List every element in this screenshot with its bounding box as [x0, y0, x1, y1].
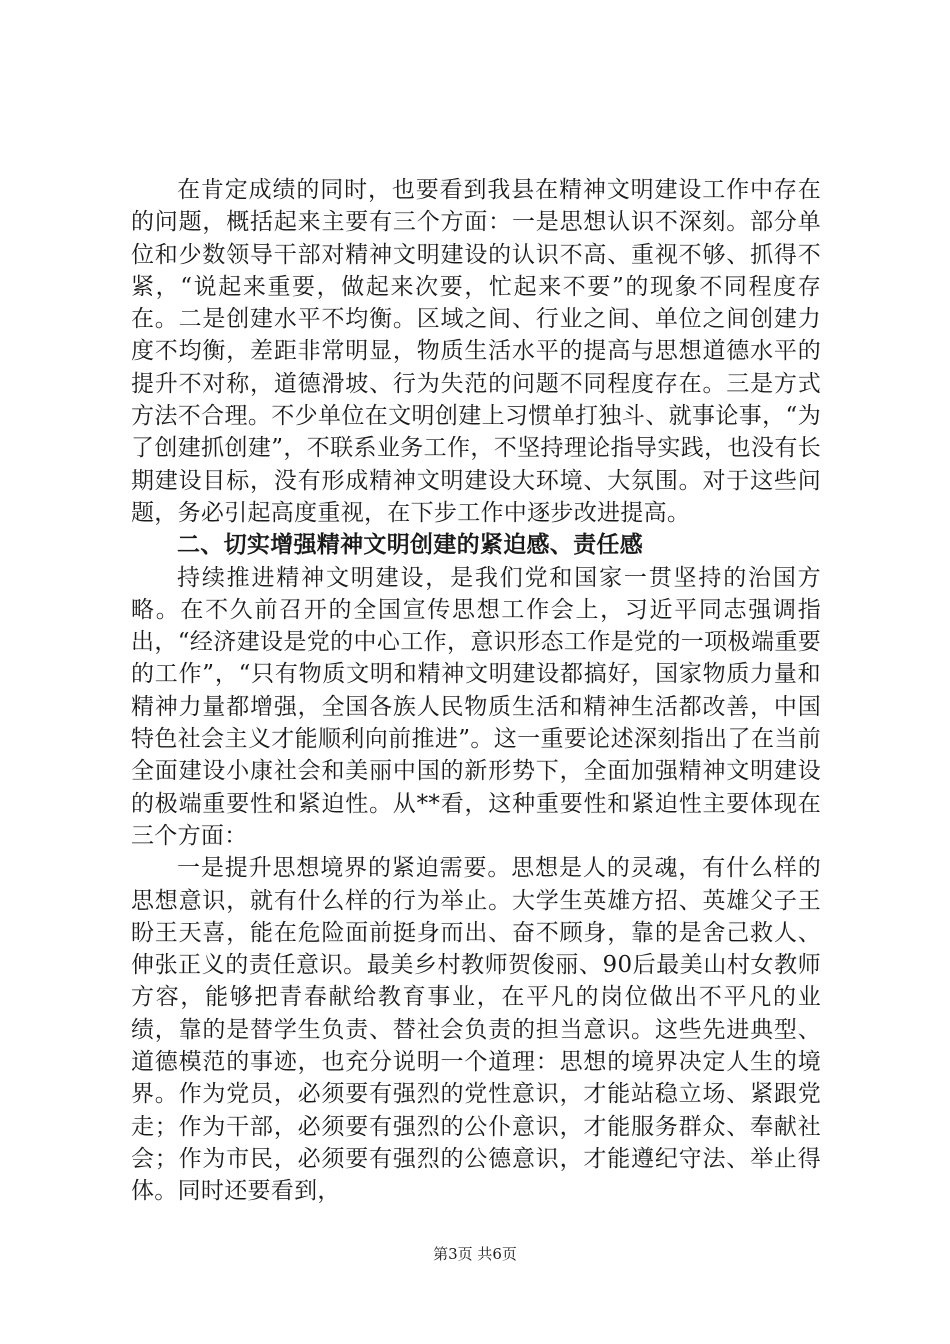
paragraph-problems: 在肯定成绩的同时，也要看到我县在精神文明建设工作中存在的问题，概括起来主要有三个方面：一是思想认识不深刻。部分单位和少数领导干部对精神文明建设的认识不高、重视不够、抓得不紧，“说起来重要，做起来次要，忙起来不要”的现象不同程度存在。二是创建水平不均衡。区域之间、行业之间、单位之间创建力度不均衡，差距非常明显，物质生活水平的提高与思想道德水平的提升不对称，道德滑坡、行为失范的问题不同程度存在。三是方式方法不合理。不少单位在文明创建上习惯单打独斗、就事论事，“为了创建抓创建”，不联系业务工作，不坚持理论指导实践，也没有长期建设目标，没有形成精神文明建设大环境、大氛围。对于这些问题，务必引起高度重视，在下步工作中逐步改进提高。: [131, 177, 821, 526]
paragraph-ideology: 一是提升思想境界的紧迫需要。思想是人的灵魂，有什么样的思想意识，就有什么样的行为举止。大学生英雄方招、英雄父子王盼王天喜，能在危险面前挺身而出、奋不顾身，靠的是舍己救人、伸张正义的责任意识。最美乡村教师贺俊丽、90后最美山村女教师方容，能够把青春献给教育事业，在平凡的岗位做出不平凡的业绩，靠的是替学生负责、替社会负责的担当意识。这些先进典型、道德模范的事迹，也充分说明一个道理：思想的境界决定人生的境界。作为党员，必须要有强烈的党性意识，才能站稳立场、紧跟党走；作为干部，必须要有强烈的公仆意识，才能服务群众、奉献社会；作为市民，必须要有强烈的公德意识，才能遵纪守法、举止得体。同时还要看到，: [131, 855, 821, 1205]
document-body: [131, 174, 821, 1208]
paragraph-strategy: 持续推进精神文明建设，是我们党和国家一贯坚持的治国方略。在不久前召开的全国宣传思想工作会上，习近平同志强调指出，“经济建设是党的中心工作，意识形态工作是党的一项极端重要的工作”，“只有物质文明和精神文明建设都搞好，国家物质力量和精神力量都增强，全国各族人民物质生活和精神生活都改善，中国特色社会主义才能顺利向前推进”。这一重要论述深刻指出了在当前全面建设小康社会和美丽中国的新形势下，全面加强精神文明建设的极端重要性和紧迫性。从**看，这种重要性和紧迫性主要体现在三个方面：: [131, 564, 821, 849]
section-heading: 二、切实增强精神文明创建的紧迫感、责任感: [177, 532, 643, 559]
page-number-footer: 第3页 共6页: [433, 1245, 517, 1263]
